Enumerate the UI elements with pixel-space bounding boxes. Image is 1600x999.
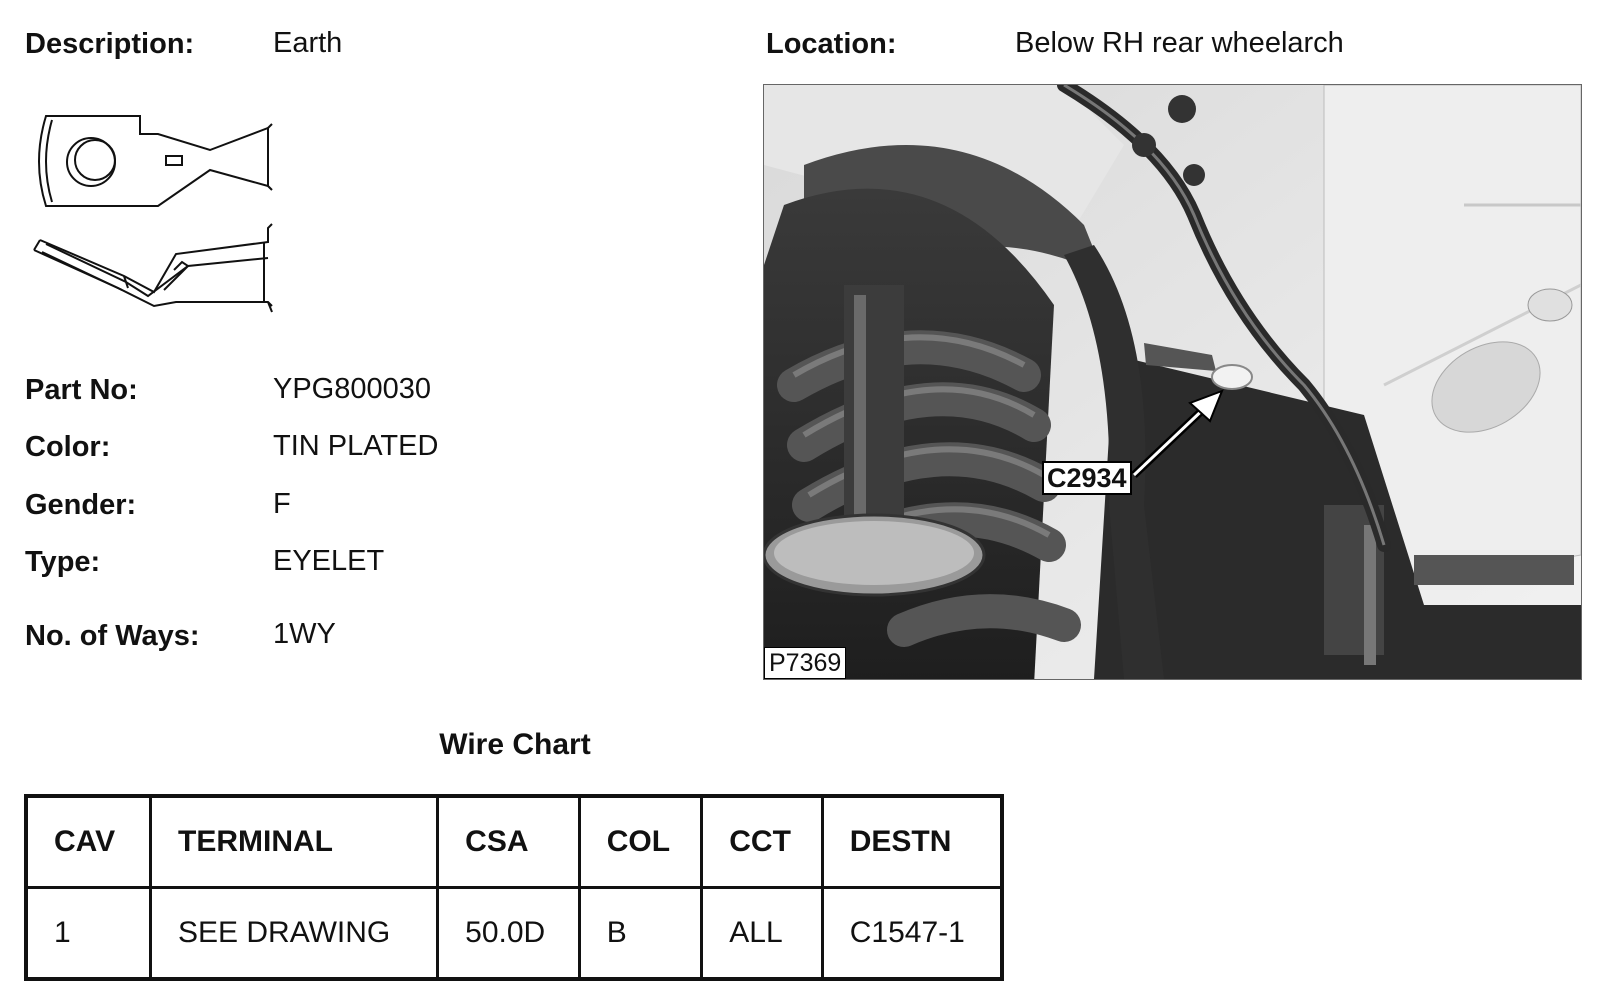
color-label: Color: (25, 431, 111, 463)
callout-label: C2934 (1042, 461, 1132, 495)
description-label: Description: (25, 28, 195, 60)
location-photo (763, 84, 1582, 680)
cell-cct: ALL (702, 888, 822, 980)
column-header-cav: CAV (26, 796, 151, 888)
cell-terminal: SEE DRAWING (151, 888, 438, 980)
location-value: Below RH rear wheelarch (1015, 27, 1344, 59)
wire-chart-table (24, 794, 1004, 981)
cell-col: B (579, 888, 702, 980)
table-header-row (26, 796, 1002, 888)
ways-label: No. of Ways: (25, 620, 200, 652)
column-header-cct: CCT (702, 796, 822, 888)
cell-csa: 50.0D (438, 888, 580, 980)
eyelet-terminal-drawing (28, 106, 288, 336)
ways-value: 1WY (273, 618, 336, 650)
part-no-label: Part No: (25, 374, 138, 406)
wire-chart-title: Wire Chart (439, 728, 591, 761)
gender-value: F (273, 488, 291, 520)
column-header-col: COL (579, 796, 702, 888)
cell-cav: 1 (26, 888, 151, 980)
gender-label: Gender: (25, 489, 137, 521)
type-label: Type: (25, 546, 101, 578)
cell-destn: C1547-1 (822, 888, 1002, 980)
table-row (26, 888, 1002, 980)
photo-ref-label: P7369 (764, 647, 846, 679)
wheelarch-illustration (764, 85, 1581, 679)
column-header-destn: DESTN (822, 796, 1002, 888)
column-header-csa: CSA (438, 796, 580, 888)
column-header-terminal: TERMINAL (151, 796, 438, 888)
part-no-value: YPG800030 (273, 373, 432, 405)
location-label: Location: (766, 28, 897, 60)
type-value: EYELET (273, 545, 385, 577)
color-value: TIN PLATED (273, 430, 439, 462)
description-value: Earth (273, 27, 343, 59)
